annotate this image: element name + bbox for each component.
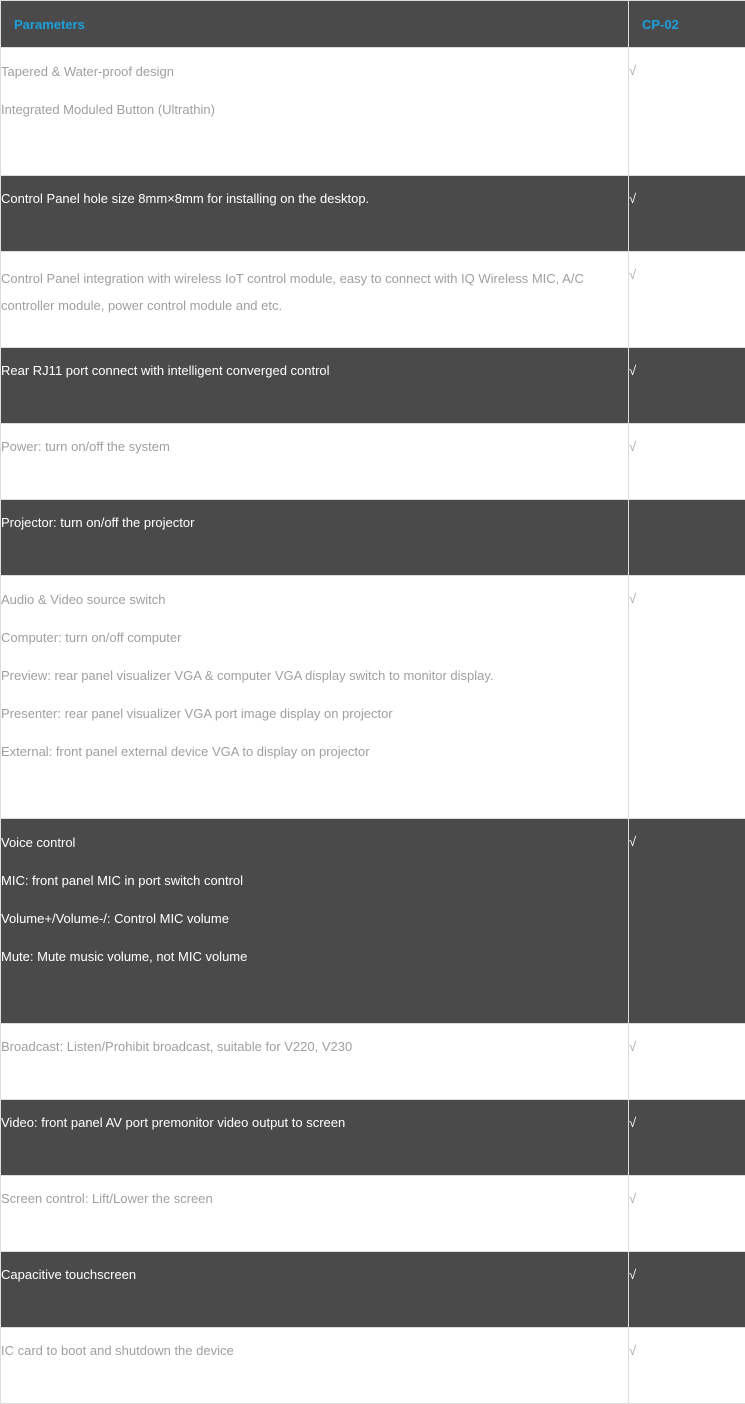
table-row [1, 500, 745, 576]
check-cell [629, 1252, 745, 1328]
parameters-header: Parameters [1, 1, 629, 48]
check-cell [629, 1100, 745, 1176]
check-mark: √ [629, 190, 636, 207]
param-cell [1, 1176, 629, 1252]
table-row [1, 1176, 745, 1252]
param-cell [1, 500, 629, 576]
param-cell [1, 252, 629, 348]
param-cell [1, 1024, 629, 1100]
check-mark: √ [629, 1114, 636, 1131]
param-line: Rear RJ11 port connect with intelligent converged control [1, 362, 628, 379]
check-mark: √ [629, 1038, 636, 1055]
check-mark: √ [629, 1266, 636, 1283]
param-cell [1, 819, 629, 1024]
check-cell [629, 1328, 745, 1404]
param-line: Tapered & Water-proof design [1, 63, 628, 80]
param-line: Preview: rear panel visualizer VGA & computer VGA display switch to monitor display. [1, 667, 628, 684]
param-line: Screen control: Lift/Lower the screen [1, 1190, 628, 1207]
param-line: IC card to boot and shutdown the device [1, 1342, 628, 1359]
check-cell [629, 424, 745, 500]
check-cell [629, 252, 745, 348]
table-row [1, 1024, 745, 1100]
table-row [1, 1328, 745, 1404]
param-cell [1, 48, 629, 176]
param-line: Video: front panel AV port premonitor video output to screen [1, 1114, 628, 1131]
param-cell [1, 1252, 629, 1328]
check-mark: √ [629, 62, 636, 79]
table-row [1, 176, 745, 252]
param-cell [1, 576, 629, 819]
check-cell [629, 1024, 745, 1100]
param-cell [1, 1100, 629, 1176]
table-row [1, 576, 745, 819]
param-line: Integrated Moduled Button (Ultrathin) [1, 101, 628, 118]
check-cell [629, 176, 745, 252]
param-line: MIC: front panel MIC in port switch control [1, 872, 628, 889]
check-cell [629, 1176, 745, 1252]
model-header: CP-02 [629, 1, 745, 48]
param-line: Control Panel integration with wireless IoT control module, easy to connect with IQ Wireless MIC, A/C controller module, power control module and etc. [1, 271, 584, 313]
param-line: Power: turn on/off the system [1, 438, 628, 455]
table-row [1, 1252, 745, 1328]
check-mark: √ [629, 1190, 636, 1207]
param-line: Broadcast: Listen/Prohibit broadcast, suitable for V220, V230 [1, 1038, 628, 1055]
param-line: Voice control [1, 834, 628, 851]
check-cell [629, 48, 745, 176]
table-row [1, 819, 745, 1024]
check-mark: √ [629, 438, 636, 455]
check-mark: √ [629, 590, 636, 607]
param-cell [1, 424, 629, 500]
check-mark: √ [629, 266, 636, 283]
param-line: Projector: turn on/off the projector [1, 514, 628, 531]
check-cell [629, 576, 745, 819]
check-cell [629, 819, 745, 1024]
check-cell [629, 500, 745, 576]
param-line: External: front panel external device VGA to display on projector [1, 743, 628, 760]
param-line: Presenter: rear panel visualizer VGA port image display on projector [1, 705, 628, 722]
param-line: Volume+/Volume-/: Control MIC volume [1, 910, 628, 927]
table-header-row [1, 1, 745, 48]
table-row [1, 424, 745, 500]
param-line: Capacitive touchscreen [1, 1266, 628, 1283]
param-line: Control Panel hole size 8mm×8mm for installing on the desktop. [1, 190, 628, 207]
check-mark: √ [629, 833, 636, 850]
table-row [1, 48, 745, 176]
table-row [1, 348, 745, 424]
param-line: Audio & Video source switch [1, 591, 628, 608]
check-cell [629, 348, 745, 424]
check-mark: √ [629, 1342, 636, 1359]
param-line: Mute: Mute music volume, not MIC volume [1, 948, 628, 965]
table-row [1, 1100, 745, 1176]
table-row [1, 252, 745, 348]
check-mark: √ [629, 362, 636, 379]
param-cell [1, 1328, 629, 1404]
param-cell [1, 176, 629, 252]
param-line: Computer: turn on/off computer [1, 629, 628, 646]
param-cell [1, 348, 629, 424]
